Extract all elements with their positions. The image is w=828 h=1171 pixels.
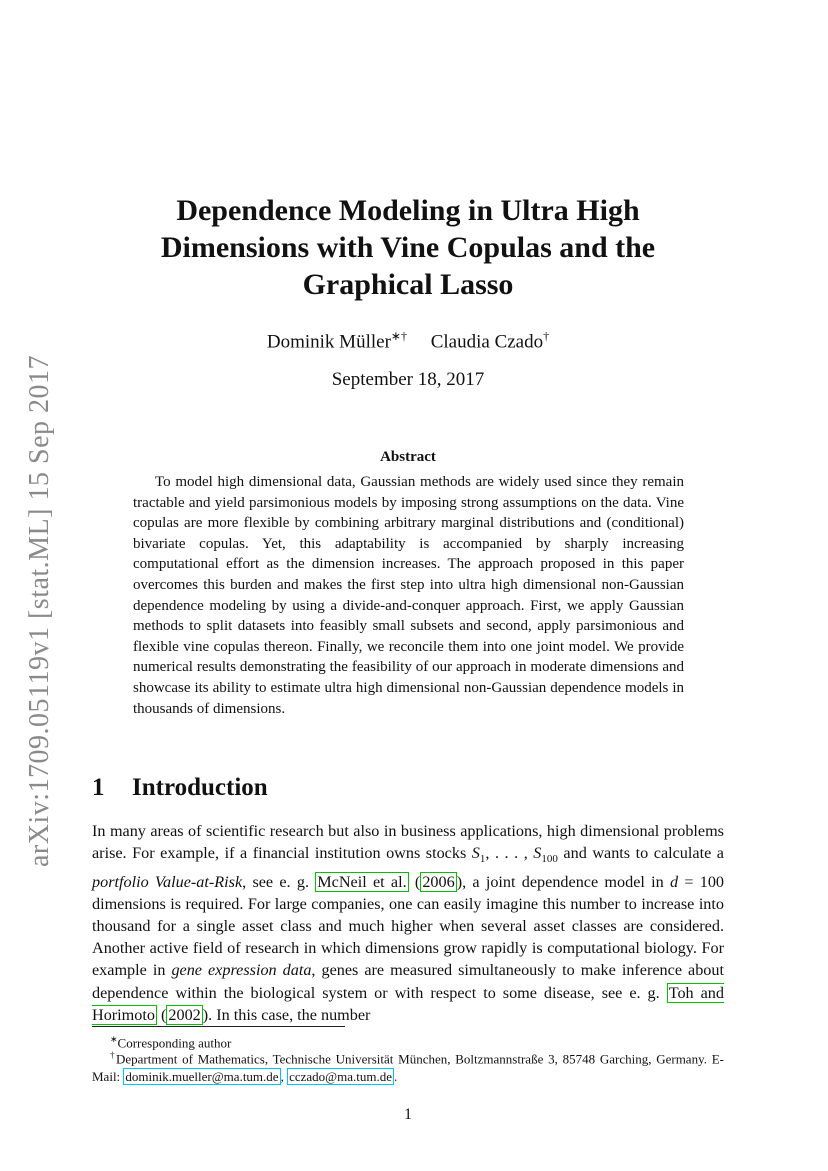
gene-expression-term: gene expression data xyxy=(171,961,312,980)
author-2-footnote-marks: † xyxy=(543,329,550,343)
footnote-1-mark: ∗ xyxy=(110,1034,118,1044)
footnote-2-mark: † xyxy=(110,1050,116,1060)
email-link-czado[interactable]: cczado@ma.tum.de xyxy=(289,1069,392,1085)
citation-year-link-toh[interactable]: 2002 xyxy=(168,1005,201,1024)
paper-title xyxy=(100,192,716,303)
intro-text-5: dimensions is required. For large companies, one can easily imagine this number to increase into thousand for a single asset class and much higher when several asset classes are considered. Another active field of research in which dimensions grow rapidly is computational biology. For example in xyxy=(92,894,724,980)
introduction-paragraph xyxy=(92,820,724,1026)
dimension-variable: d xyxy=(670,872,679,891)
citation-paren-open-2: ( xyxy=(156,1005,167,1024)
intro-text-3: , see e. g. xyxy=(242,872,316,891)
stock-subscript-last: 100 xyxy=(541,853,558,866)
intro-ellipsis: , . . . , xyxy=(485,844,534,863)
portfolio-var-term: portfolio Value-at-Risk xyxy=(92,872,243,891)
citation-paren-close: ) xyxy=(456,872,463,891)
section-title: Introduction xyxy=(132,774,268,801)
citation-paren-close-2: ) xyxy=(202,1005,209,1024)
author-2-name: Claudia Czado xyxy=(430,331,544,353)
intro-text-4: , a joint dependence model in xyxy=(462,872,670,891)
intro-text-1: In many areas of scientific research but also in business applications, high dimensional problems arise. For example, if a financial institution owns stocks xyxy=(92,822,724,863)
citation-link-toh[interactable]: Toh and Horimoto xyxy=(92,983,724,1024)
footnote-rule xyxy=(92,1026,345,1027)
email-link-mueller[interactable]: dominik.mueller@ma.tum.de xyxy=(125,1069,279,1085)
stock-symbol-first: S xyxy=(471,844,480,863)
author-1-name: Dominik Müller xyxy=(266,331,391,353)
footnote-2-text: Department of Mathematics, Technische Universität München, Boltzmannstraße 3, 85748 Garching, Germany. E-Mail: xyxy=(92,1051,724,1085)
arxiv-identifier-text: arXiv:1709.05119v1 [stat.ML] 15 Sep 2017 xyxy=(24,354,55,867)
paper-date: September 18, 2017 xyxy=(331,369,485,390)
intro-text-6: , genes are measured simultaneously to make inference about dependence within the biological system or with respect to some disease, see e. g. xyxy=(92,961,724,1002)
footnote-2 xyxy=(92,1046,724,1086)
citation-link-mcneil[interactable]: McNeil et al. xyxy=(317,872,407,891)
dimension-equation: = 100 xyxy=(678,872,725,891)
abstract-heading: Abstract xyxy=(380,449,436,465)
intro-text-2: and wants to calculate a xyxy=(557,844,724,863)
abstract-body: To model high dimensional data, Gaussian methods are widely used since they remain tractable and yield parsimonious models by imposing strong assumptions on the data. Vine copulas are more flexible by combining arbitrary marginal distributions and (conditional) bivariate copulas. Yet, this adaptability is accompanied by sharply increasing computational effort as the dimension increases. The approach proposed in this paper overcomes this burden and makes the first step into ultra high dimensional non-Gaussian dependence modeling by using a divide-and-conquer approach. First, we apply Gaussian methods to split datasets into feasibly small subsets and second, apply parsimonious and flexible vine copulas thereon. Finally, we reconcile them into one joint model. We provide numerical results demonstrating the feasibility of our approach in moderate dimensions and showcase its ability to estimate ultra high dimensional non-Gaussian dependence models in thousands of dimensions. xyxy=(133,474,684,717)
stock-symbol-last: S xyxy=(533,844,542,863)
author-1-footnote-marks: ∗† xyxy=(390,329,407,343)
title-line-2: Dimensions with Vine Copulas and the xyxy=(160,231,656,264)
stock-subscript-first: 1 xyxy=(479,853,486,866)
citation-year-link-mcneil[interactable]: 2006 xyxy=(422,872,455,891)
citation-paren-open: ( xyxy=(408,872,421,891)
section-number: 1 xyxy=(92,774,105,801)
arxiv-identifier-stamp xyxy=(16,354,64,867)
email-separator: , xyxy=(280,1069,288,1085)
title-line-3: Graphical Lasso xyxy=(302,268,514,301)
section-heading xyxy=(92,774,492,802)
footnote-1-text: Corresponding author xyxy=(117,1035,232,1051)
page-number: 1 xyxy=(404,1106,412,1123)
title-line-1: Dependence Modeling in Ultra High xyxy=(176,194,640,227)
footnote-2-end: . xyxy=(394,1069,398,1085)
intro-text-7: . In this case, the number xyxy=(208,1005,371,1024)
author-list xyxy=(100,329,716,353)
